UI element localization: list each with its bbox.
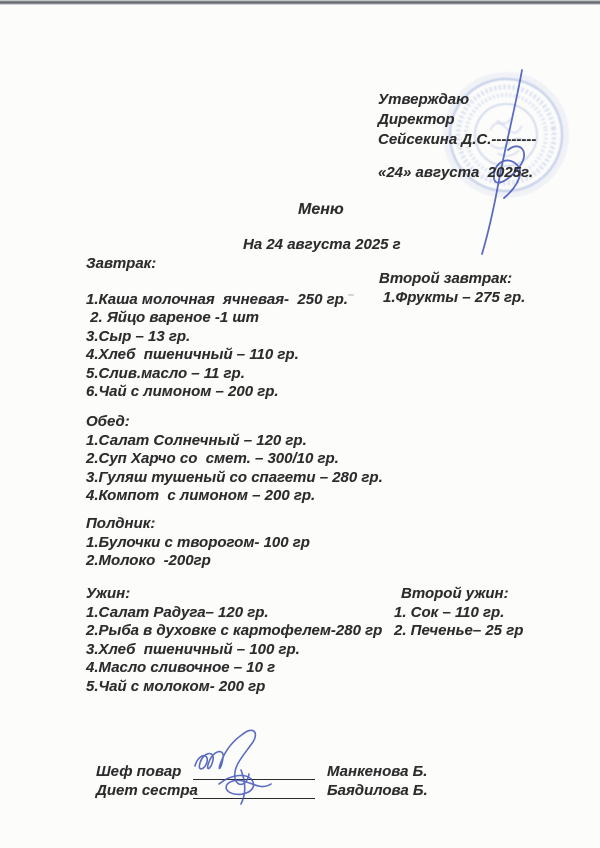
page-subtitle: На 24 августа 2025 г: [243, 236, 401, 253]
signature-line: [193, 779, 315, 800]
signature-line: [193, 759, 315, 780]
menu-item: 6.Чай с лимоном – 200 гр.: [86, 383, 279, 400]
menu-item: 1. Сок – 110 гр.: [394, 603, 505, 621]
section-header: Полдник:: [86, 515, 156, 532]
section-header: Ужин:: [86, 585, 131, 602]
approval-block: [378, 90, 536, 183]
menu-item: 1.Салат Солнечный – 120 гр.: [86, 431, 307, 449]
signature-block: [96, 760, 428, 799]
scan-edge-artifact: [0, 0, 600, 5]
section-header: Второй завтрак:: [379, 270, 513, 287]
menu-item: 1.Каша молочная ячневая- 250 гр.: [86, 290, 348, 308]
approval-date: «24» августа 2025г.: [378, 164, 533, 181]
signature-row: [96, 780, 428, 800]
menu-item: 4.Хлеб пшеничный – 110 гр.: [86, 346, 299, 363]
section-second-dinner: [394, 585, 523, 641]
menu-item: 1.Салат Радуга– 120 гр.: [86, 603, 269, 621]
menu-item: 5.Чай с молоком- 200 гр: [86, 677, 266, 695]
approval-line: Директор: [378, 111, 455, 128]
section-header: Второй ужин:: [401, 585, 509, 602]
section-afternoon-snack: [86, 515, 310, 571]
page-title: Меню: [298, 201, 344, 218]
menu-item: 2.Молоко -200гр: [86, 552, 211, 569]
signer-role: Диет сестра: [96, 782, 198, 799]
section-breakfast: [86, 255, 348, 402]
scan-speck-artifact: [348, 294, 354, 296]
signer-role: Шеф повар: [96, 762, 182, 780]
approval-line: Утверждаю: [378, 91, 470, 108]
menu-item: 2.Суп Харчо со смет. – 300/10 гр.: [86, 450, 339, 467]
menu-item: 1.Фрукты – 275 гр.: [383, 288, 526, 306]
section-header: Обед:: [86, 413, 130, 430]
section-second-breakfast: [379, 270, 525, 307]
approval-director-name: Сейсекина Д.С.---------: [378, 131, 537, 148]
menu-item: 2. Печенье– 25 гр: [394, 622, 524, 639]
signer-name: Манкенова Б.: [327, 762, 428, 780]
menu-item: 1.Булочки с творогом- 100 гр: [86, 533, 310, 551]
section-dinner: [86, 585, 382, 696]
menu-item: 3.Гуляш тушеный со спагети – 280 гр.: [86, 468, 383, 486]
signature-row: [96, 760, 428, 780]
signer-name: Баядилова Б.: [327, 782, 428, 799]
section-lunch: [86, 413, 383, 506]
section-header: Завтрак:: [86, 255, 157, 272]
menu-item: 4.Масло сливочное – 10 г: [86, 659, 276, 676]
menu-item: 5.Слив.масло – 11 гр.: [86, 364, 245, 382]
menu-item: 3.Хлеб пшеничный – 100 гр.: [86, 640, 300, 658]
menu-item: 3.Сыр – 13 гр.: [86, 327, 191, 345]
menu-item: 4.Компот с лимоном – 200 гр.: [86, 487, 316, 504]
menu-item: 2.Рыба в духовке с картофелем-280 гр: [86, 622, 383, 639]
menu-item: 2. Яйцо вареное -1 шт: [86, 309, 260, 326]
